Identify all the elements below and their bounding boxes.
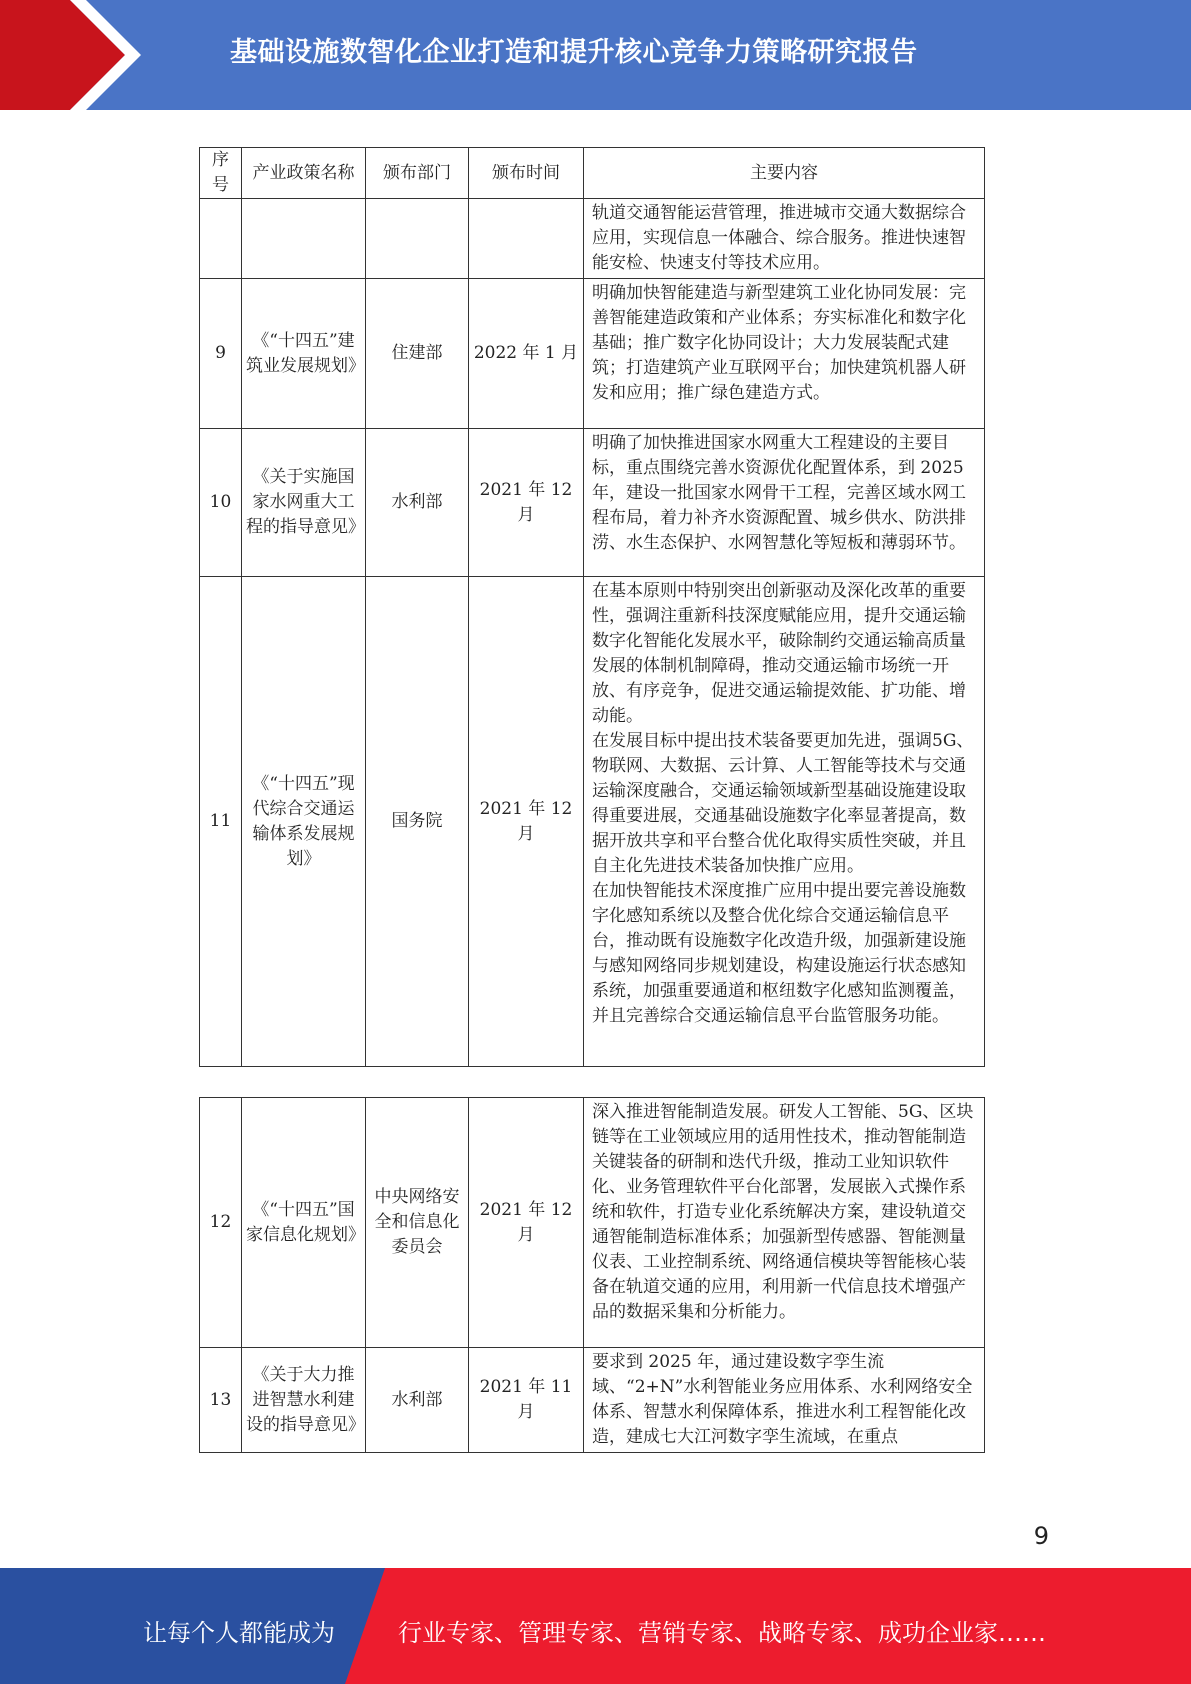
row-content: 轨道交通智能运营管理，推进城市交通大数据综合应用，实现信息一体融合、综合服务。推进快速智能安检、快速支付等技术应用。: [584, 199, 985, 279]
row-content: [584, 577, 985, 1067]
table-row: [200, 199, 985, 279]
table-header-row: [200, 148, 985, 199]
table-row: [200, 577, 985, 1067]
row-no: [200, 199, 242, 279]
table-row: [200, 1098, 985, 1348]
page-title: 基础设施数智化企业打造和提升核心竞争力策略研究报告: [230, 37, 918, 68]
header-no: 序号: [200, 148, 242, 199]
row-content: 要求到 2025 年，通过建设数字孪生流域、“2+N”水利智能业务应用体系、水利网络安全体系、智慧水利保障体系，推进水利工程智能化改造，建成七大江河数字孪生流域，在重点: [584, 1348, 985, 1453]
content-paragraph: 在加快智能技术深度推广应用中提出要完善设施数字化感知系统以及整合优化综合交通运输信息平台，推动既有设施数字化改造升级，加强新建设施与感知网络同步规划建设，构建设施运行状态感知系统，加强重要通道和枢纽数字化感知监测覆盖，并且完善综合交通运输信息平台监管服务功能。: [592, 881, 966, 1026]
policy-table-part-1: [199, 147, 985, 1067]
row-no: 10: [200, 429, 242, 577]
row-name: [242, 199, 366, 279]
row-no: 13: [200, 1348, 242, 1453]
row-date: 2021 年 11 月: [469, 1348, 584, 1453]
footer-slogan-left: 让每个人都能成为: [143, 1619, 335, 1647]
header-red-block: [0, 0, 125, 110]
row-dept: 国务院: [366, 577, 469, 1067]
row-content: 明确了加快推进国家水网重大工程建设的主要目标，重点围绕完善水资源优化配置体系，到 2025 年，建设一批国家水网骨干工程，完善区域水网工程布局，着力补齐水资源配置、城乡供水、防洪排涝、水生态保护、水网智慧化等短板和薄弱环节。: [584, 429, 985, 577]
footer-slogan-right: 行业专家、管理专家、营销专家、战略专家、成功企业家……: [398, 1619, 1046, 1647]
header-name: 产业政策名称: [242, 148, 366, 199]
footer-bar: [0, 1568, 1191, 1684]
page-number: 9: [1033, 1522, 1049, 1550]
row-name: 《关于大力推进智慧水利建设的指导意见》: [242, 1348, 366, 1453]
row-dept: 水利部: [366, 429, 469, 577]
row-date: 2021 年 12 月: [469, 1098, 584, 1348]
content-paragraph: 在基本原则中特别突出创新驱动及深化改革的重要性，强调注重新科技深度赋能应用，提升交通运输数字化智能化发展水平，破除制约交通运输高质量发展的体制机制障碍，推动交通运输市场统一开放、有序竞争，促进交通运输提效能、扩功能、增动能。: [592, 581, 966, 726]
row-date: [469, 199, 584, 279]
row-no: 9: [200, 279, 242, 429]
policy-table-part-2: [199, 1097, 985, 1453]
row-name: 《关于实施国家水网重大工程的指导意见》: [242, 429, 366, 577]
row-name: 《“十四五”建筑业发展规划》: [242, 279, 366, 429]
content-paragraph: 在发展目标中提出技术装备要更加先进，强调5G、物联网、大数据、云计算、人工智能等技术与交通运输深度融合，交通运输领域新型基础设施建设取得重要进展，交通基础设施数字化率显著提高，数据开放共享和平台整合优化取得实质性突破，并且自主化先进技术装备加快推广应用。: [592, 731, 974, 876]
row-date: 2022 年 1 月: [469, 279, 584, 429]
row-content: 深入推进智能制造发展。研发人工智能、5G、区块链等在工业领域应用的适用性技术，推动智能制造关键装备的研制和迭代升级，推动工业知识软件化、业务管理软件平台化部署，发展嵌入式操作系统和软件，打造专业化系统解决方案，建设轨道交通智能制造标准体系；加强新型传感器、智能测量仪表、工业控制系统、网络通信模块等智能核心装备在轨道交通的应用，利用新一代信息技术增强产品的数据采集和分析能力。: [584, 1098, 985, 1348]
row-content: 明确加快智能建造与新型建筑工业化协同发展：完善智能建造政策和产业体系；夯实标准化和数字化基础；推广数字化协同设计；大力发展装配式建筑；打造建筑产业互联网平台；加快建筑机器人研发和应用；推广绿色建造方式。: [584, 279, 985, 429]
row-dept: 中央网络安全和信息化委员会: [366, 1098, 469, 1348]
row-dept: [366, 199, 469, 279]
row-date: 2021 年 12 月: [469, 429, 584, 577]
table-row: [200, 429, 985, 577]
row-date: 2021 年 12 月: [469, 577, 584, 1067]
table-row: [200, 1348, 985, 1453]
header-content: 主要内容: [584, 148, 985, 199]
row-dept: 水利部: [366, 1348, 469, 1453]
row-dept: 住建部: [366, 279, 469, 429]
row-name: 《“十四五”现代综合交通运输体系发展规划》: [242, 577, 366, 1067]
row-name: 《“十四五”国家信息化规划》: [242, 1098, 366, 1348]
row-no: 11: [200, 577, 242, 1067]
table-row: [200, 279, 985, 429]
header-bar: [0, 0, 1191, 110]
row-no: 12: [200, 1098, 242, 1348]
header-dept: 颁布部门: [366, 148, 469, 199]
header-date: 颁布时间: [469, 148, 584, 199]
